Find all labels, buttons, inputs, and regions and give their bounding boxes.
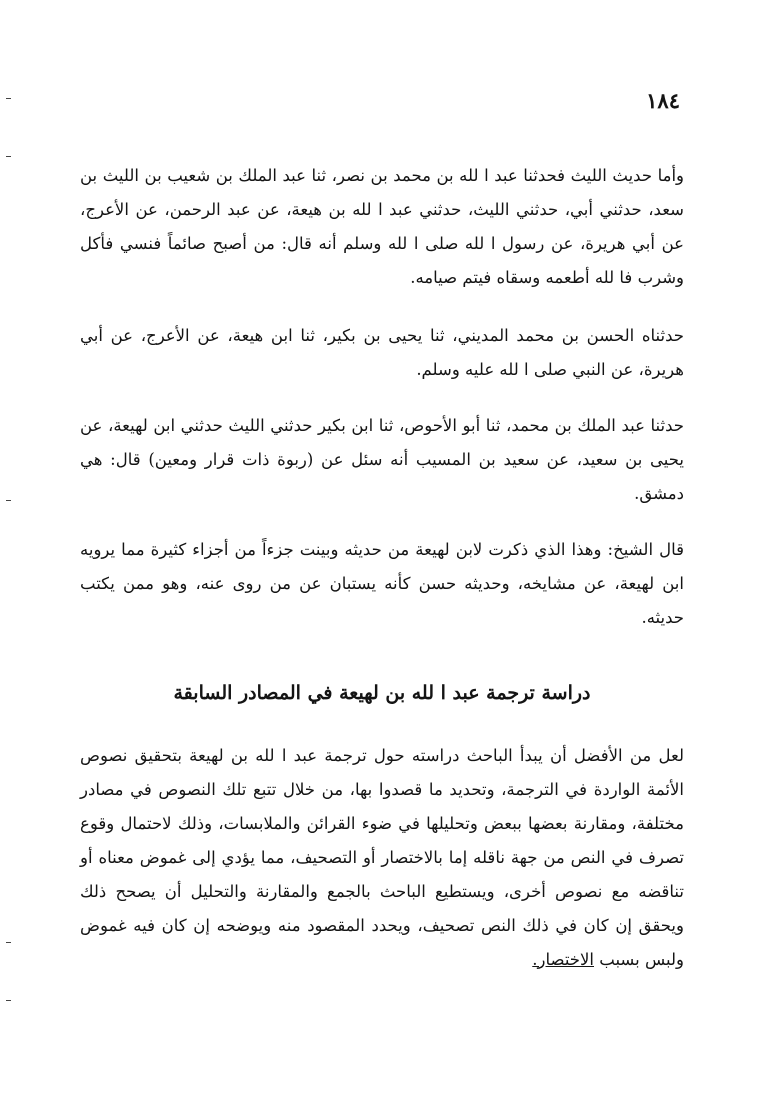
paragraph-rabwa-damascus: حدثنا عبد الملك بن محمد، ثنا أبو الأحوص، ثنا ابن بكير حدثني الليث حدثني ابن لهيعة، عن يحيى بن سعيد، عن سعيد بن المسيب أنه سئل عن (ربوة ذات قرار ومعين) قال: هي دمشق. <box>80 415 684 503</box>
margin-mark <box>6 942 11 943</box>
paragraph-study-intro <box>80 739 684 977</box>
section-heading: دراسة ترجمة عبد ا لله بن لهيعة في المصادر السابقة <box>173 681 591 704</box>
margin-mark <box>6 156 11 157</box>
paragraph-layth-hadith: وأما حديث الليث فحدثنا عبد ا لله بن محمد بن نصر، ثنا عبد الملك بن شعيب بن الليث بن سعد، حدثني أبي، حدثني الليث، حدثني عبد ا لله بن هيعة، عن عبد الرحمن، عن الأعرج، عن أبي هريرة، عن رسول ا لله صلى ا لله وسلم أنه قال: من أصبح صائماً فنسي فأكل وشرب فا لله أطعمه وسقاه فيتم صيامه. <box>80 165 684 287</box>
paragraph-shaykh-comment: قال الشيخ: وهذا الذي ذكرت لابن لهيعة من حديثه وبينت جزءاً من أجزاء كثيرة مما يرويه ابن لهيعة، عن مشايخه، وحديثه حسن كأنه يستبان عن من روى عنه، وهو ممن يكتب حديثه. <box>80 539 684 627</box>
underlined-word: الاختصار. <box>532 949 594 969</box>
margin-mark <box>6 500 11 501</box>
margin-mark <box>6 98 11 99</box>
margin-mark <box>6 1000 11 1001</box>
study-intro-text: لعل من الأفضل أن يبدأ الباحث دراسته حول ترجمة عبد ا لله بن لهيعة بتحقيق نصوص الأئمة الواردة في الترجمة، وتحديد ما قصدوا بها، من خلال تتبع تلك النصوص في مصادر مختلفة، ومقارنة بعضها ببعض وتحليلها في ضوء القرائن والملابسات، وذلك لاحتمال وقوع تصرف في النص من جهة ناقله إما بالاختصار أو التصحيف، مما يؤدي إلى غموض معناه أو تناقضه مع نصوص أخرى، ويستطيع الباحث بالجمع والمقارنة والتحليل أن يصحح ذلك ويحقق إن كان في ذلك النص تصحيف، ويحدد المقصود منه ويوضحه إن كان فيه غموض ولبس بسبب <box>80 745 684 969</box>
page-number: ١٨٤ <box>646 88 680 113</box>
paragraph-madini-chain: حدثناه الحسن بن محمد المديني، ثنا يحيى بن بكير، ثنا ابن هيعة، عن الأعرج، عن أبي هريرة، عن النبي صلى ا لله عليه وسلم. <box>80 325 684 379</box>
